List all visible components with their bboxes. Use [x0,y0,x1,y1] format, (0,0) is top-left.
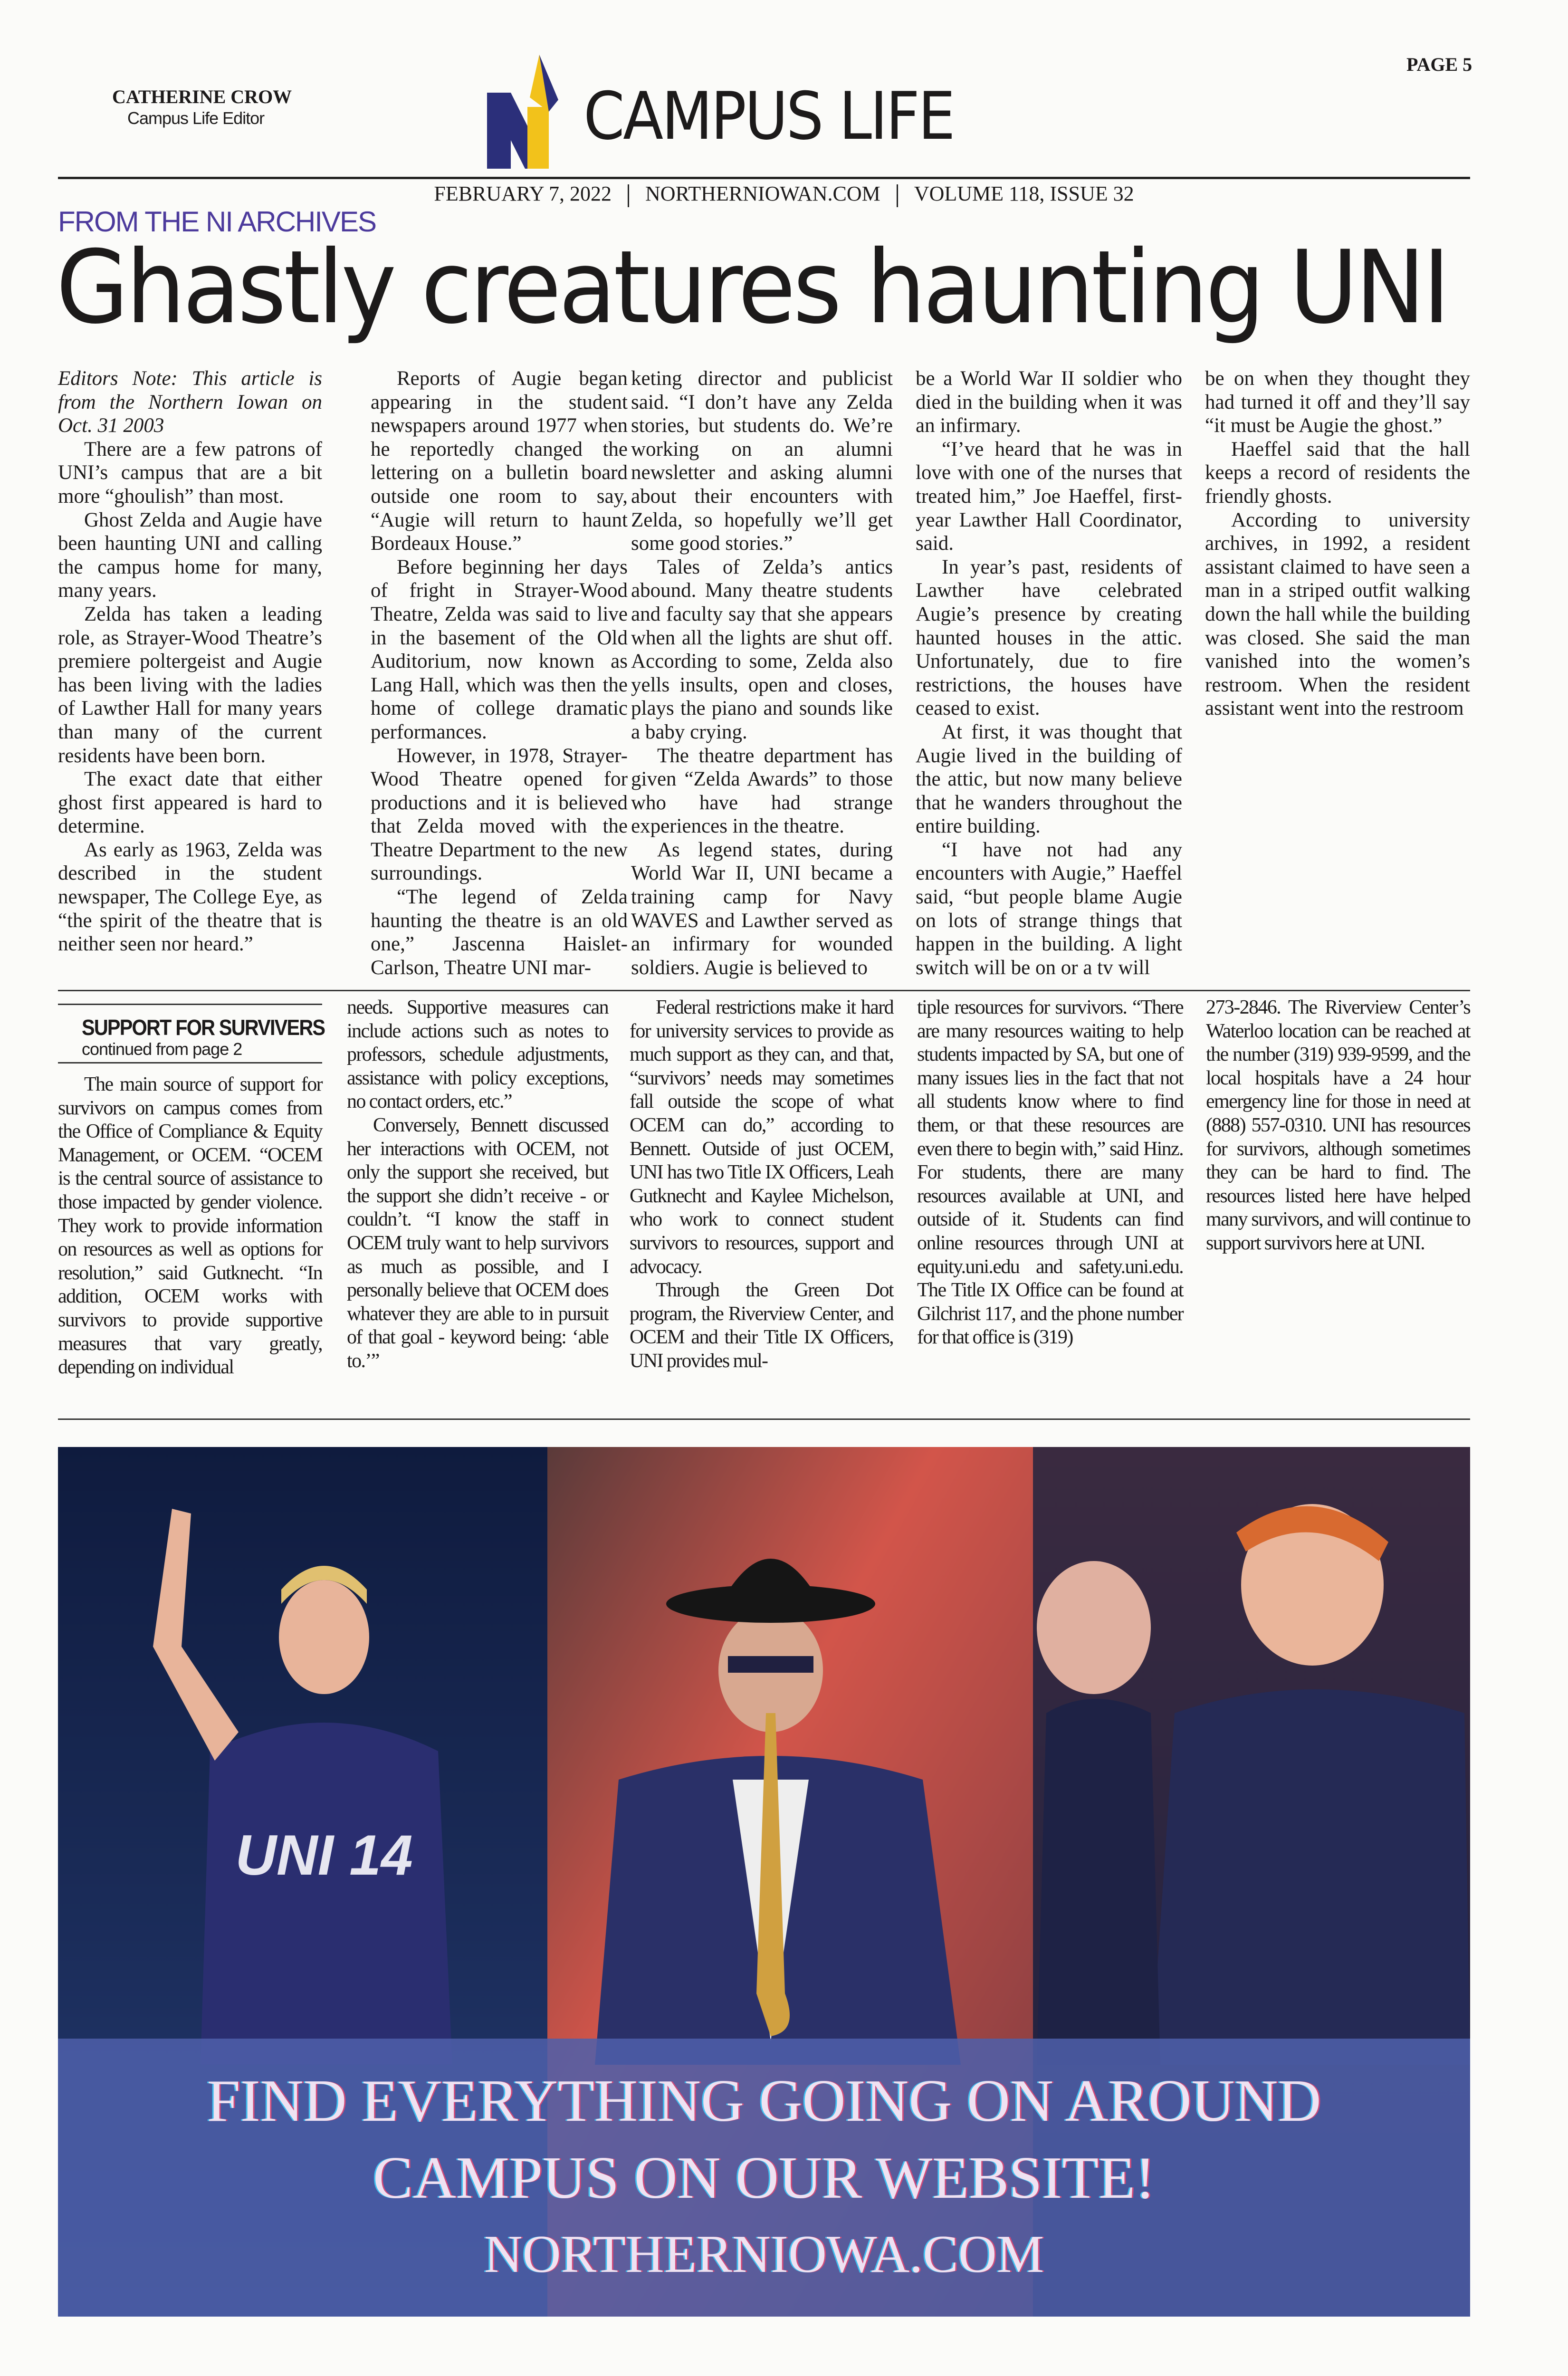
editor-name: CATHERINE CROW [112,86,292,107]
website-ad[interactable] [58,1447,1470,2317]
article-paragraph: As early as 1963, Zelda was described in the student newspaper, The College Eye, as “the spirit of the theatre that is neither seen nor heard.” [58,838,322,956]
article-paragraph: be on when they thought they had turned it off and they’ll say “it must be Augie the ghost.” [1205,367,1470,437]
article-headline: Ghastly creatures haunting UNI [56,229,1448,346]
article-paragraph: keting director and publicist said. “I don’t have any Zelda stories, but students do. We’re working on an alumni newsletter and asking alumni about their encounters with Zelda, so hopefully we’ll get some good stories.” [631,367,893,555]
article2-column-1 [58,1073,322,1380]
article-paragraph: Through the Green Dot program, the Riverview Center, and OCEM and their Title IX Officers, UNI provides mul- [630,1279,893,1372]
article-paragraph: According to university archives, in 1992, a resident assistant claimed to have seen a man in a striped outfit walking down the hall while the building was closed. She said the man vanished into the women’s restroom. When the resident assistant went into the restroom [1205,508,1470,720]
article2-column-2 [347,996,608,1373]
article1-column-4 [916,367,1182,979]
editors-note: Editors Note: This article is from the Northern Iowan on Oct. 31 2003 [58,367,322,437]
jersey-text: UNI 14 [235,1823,413,1887]
article2-header-box [58,1004,325,1063]
article-paragraph: Ghost Zelda and Augie have been haunting UNI and calling the campus home for many, many years. [58,508,322,602]
article-paragraph: There are a few patrons of UNI’s campus that are a bit more “ghoulish” than most. [58,438,322,508]
article-paragraph: Before beginning her days of fright in Strayer-Wood Theatre, Zelda was said to live in the basement of the Old Auditorium, now known as Lang Hall, which was then the home of college dramatic performances. [371,556,628,743]
article-paragraph: Tales of Zelda’s antics abound. Many theatre students and faculty say that she appears when all the lights are shut off. According to some, Zelda also yells insults, open and closes, plays the piano and sounds like a baby crying. [631,556,893,743]
article-paragraph: “The legend of Zelda haunting the theatre is an old one,” Jascenna Haislet-Carlson, Theatre UNI mar- [371,886,628,979]
divider [628,184,629,207]
article2-column-4 [917,996,1183,1350]
ad-banner [58,2039,1470,2317]
ad-headline-line-1: FIND EVERYTHING GOING ON AROUND [207,2068,1321,2134]
article-paragraph: The theatre department has given “Zelda Awards” to those who have had strange experiences in the theatre. [631,744,893,838]
ad-headline-line-2: CAMPUS ON OUR WEBSITE! [373,2145,1156,2211]
dateline [0,182,1568,207]
website-link[interactable]: NORTHERNIOWAN.COM [645,182,880,205]
article-paragraph: “I’ve heard that he was in love with one of the nurses that treated him,” Joe Haeffel, first-year Lawther Hall Coordinator, said. [916,438,1182,555]
article-paragraph: 273-2846. The Riverview Center’s Waterloo location can be reached at the number (319) 939-9599, and the local hospitals have a 24 hour emergency line for those in need at (888) 557-0310. UNI has resources for survivors, although sometimes they can be hard to find. The resources listed here have helped many survivors, and will continue to support survivors here at UNI. [1206,996,1470,1254]
volume-issue: VOLUME 118, ISSUE 32 [914,182,1134,205]
article1-column-1 [58,367,322,956]
article2-continued-note: continued from page 2 [82,1039,242,1059]
section-divider [58,1418,1470,1420]
article1-column-2 [371,367,628,979]
article-paragraph: be a World War II soldier who died in the building when it was an infirmary. [916,367,1182,437]
article-paragraph: At first, it was thought that Augie lived in the building of the attic, but now many believe that he wanders throughout the entire building. [916,720,1182,838]
article2-title: SUPPORT FOR SURVIVERS [82,1015,325,1040]
article-paragraph: The exact date that either ghost first appeared is hard to determine. [58,768,322,838]
article1-column-5 [1205,367,1470,720]
article1-column-3 [631,367,893,979]
article-paragraph: “I have not had any encounters with Augie,” Haeffel said, “but people blame Augie on lots of strange things that happen in the building. A light switch will be on or a tv will [916,838,1182,979]
article-kicker: FROM THE NI ARCHIVES [58,206,376,238]
divider [897,184,898,207]
article2-column-5 [1206,996,1470,1255]
editor-title: Campus Life Editor [127,108,265,128]
ni-logo [482,55,577,169]
article2-column-3 [630,996,893,1373]
article-paragraph: In year’s past, residents of Lawther have celebrated Augie’s presence by creating haunted houses in the attic. Unfortunately, due to fire restrictions, the houses have ceased to exist. [916,556,1182,720]
ad-website-link[interactable]: NORTHERNIOWA.COM [484,2225,1044,2284]
section-divider [58,990,1470,991]
section-title: CAMPUS LIFE [583,78,954,154]
issue-date: FEBRUARY 7, 2022 [434,182,612,205]
article-paragraph: Reports of Augie began appearing in the student newspapers around 1977 when he reportedly changed the lettering on a bulletin board outside one room to say, “Augie will return to haunt Bordeaux House.” [371,367,628,555]
article-paragraph: The main source of support for survivors on campus comes from the Office of Compliance & Equity Management, or OCEM. “OCEM is the central source of assistance to those impacted by gender violence. They work to provide information on resources as well as options for resolution,” said Gutknecht. “In addition, OCEM works with survivors to provide supportive measures that vary greatly, depending on individual [58,1073,322,1379]
header-rule [58,177,1470,179]
article-paragraph: As legend states, during World War II, UNI became a training camp for Navy WAVES and Lawther served as an infirmary for wounded soldiers. Augie is believed to [631,838,893,979]
article-paragraph: Conversely, Bennett discussed her interactions with OCEM, not only the support she received, but the support she didn’t receive - or couldn’t. “I know the staff in OCEM truly want to help survivors as much as possible, and I personally believe that OCEM does whatever they are able to in pursuit of that goal - keyword being: ‘able to.’” [347,1114,608,1372]
article-paragraph: needs. Supportive measures can include actions such as notes to professors, schedule adjustments, assistance with policy exceptions, no contact orders, etc.” [347,996,608,1113]
article-paragraph: However, in 1978, Strayer-Wood Theatre opened for productions and it is believed that Zelda moved with the Theatre Department to the new surroundings. [371,744,628,885]
article-paragraph: Zelda has taken a leading role, as Strayer-Wood Theatre’s premiere poltergeist and Augie has been living with the ladies of Lawther Hall for many years than many of the current residents have been born. [58,603,322,767]
article-paragraph: tiple resources for survivors. “There are many resources waiting to help students impacted by SA, but one of many issues lies in the fact that not all students know where to find them, or that these resources are even there to begin with,” said Hinz. For students, there are many resources available at UNI, and outside of it. Students can find online resources through UNI at equity.uni.edu and safety.uni.edu. The Title IX Office can be found at Gilchrist 117, and the phone number for that office is (319) [917,996,1183,1349]
article-paragraph: Haeffel said that the hall keeps a record of residents the friendly ghosts. [1205,438,1470,508]
page-number: PAGE 5 [1406,54,1472,75]
article-paragraph: Federal restrictions make it hard for university services to provide as much support as they can, and that, “survivors’ needs may sometimes fall outside the scope of what OCEM can do,” according to Bennett. Outside of just OCEM, UNI has two Title IX Officers, Leah Gutknecht and Kaylee Michelson, who work to connect student survivors to resources, support and advocacy. [630,996,893,1278]
